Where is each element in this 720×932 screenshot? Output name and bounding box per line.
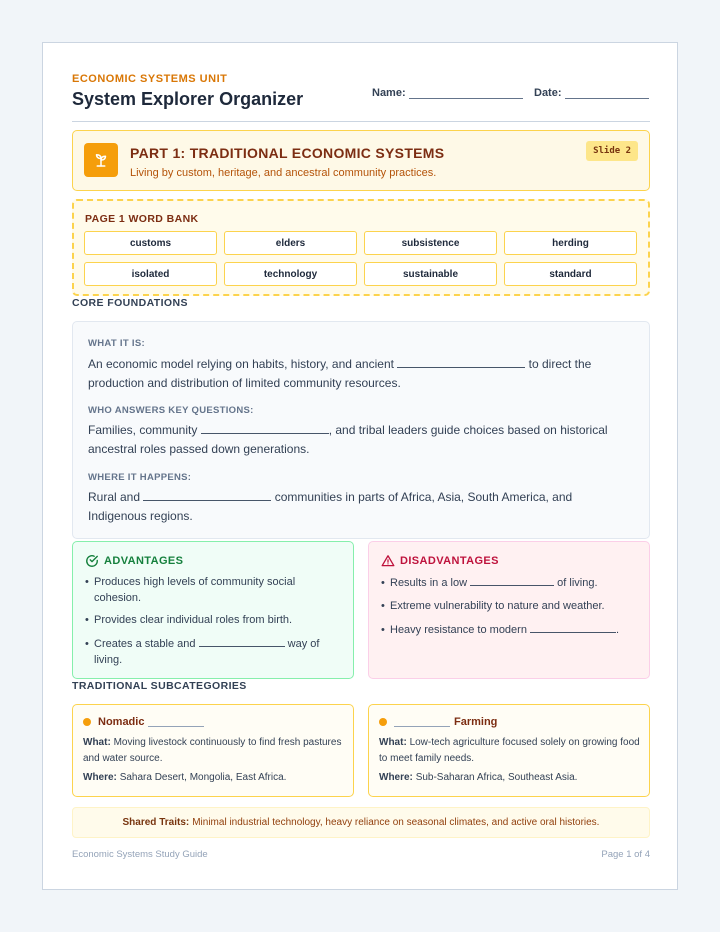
disadvantage-item-3-b: .: [616, 624, 620, 636]
farming-where-label: Where:: [379, 772, 413, 783]
date-line[interactable]: [565, 89, 649, 99]
who-text-b: , and tribal leaders guide choices based on historical ancestral roles passed down generations.: [88, 423, 608, 456]
nomadic-what: [83, 735, 345, 767]
where-text-a: Rural and: [88, 490, 141, 504]
nomadic-what-text: Moving livestock continuously to find fresh pastures and water source.: [83, 737, 342, 764]
advantage-item: • Produces high levels of community social cohesion.: [85, 574, 345, 606]
who-text: [88, 421, 628, 459]
advantage-item: [85, 636, 345, 668]
disadvantage-item-3-a: Heavy resistance to modern: [390, 624, 527, 636]
core-foundations-box: [72, 321, 650, 539]
disadvantage-item: [381, 575, 641, 591]
disadvantage-item: [381, 622, 641, 638]
disadvantage-blank-1[interactable]: [470, 577, 554, 586]
advantages-title-text: ADVANTAGES: [104, 555, 184, 567]
farming-name: Farming: [454, 716, 498, 728]
bullet-dot-icon: [379, 718, 387, 726]
nomadic-heading: [83, 716, 204, 728]
disadvantages-box: [368, 541, 650, 679]
disadvantages-title: [381, 554, 499, 568]
footer-guide-title: Economic Systems Study Guide: [72, 849, 208, 860]
farming-what-label: What:: [379, 737, 407, 748]
farming-where: [379, 770, 641, 786]
worksheet-page: [42, 42, 678, 890]
where-text-b: communities in parts of Africa, Asia, South America, and Indigenous regions.: [88, 490, 573, 523]
where-blank[interactable]: [143, 489, 271, 501]
where-text: [88, 488, 628, 526]
name-label: Name:: [372, 87, 406, 99]
disadvantages-title-text: DISADVANTAGES: [400, 555, 499, 567]
where-label: WHERE IT HAPPENS:: [88, 472, 192, 483]
what-text: [88, 355, 628, 393]
farming-where-text: Sub-Saharan Africa, Southeast Asia.: [415, 772, 578, 783]
advantage-blank[interactable]: [199, 638, 285, 647]
footer-page-number: Page 1 of 4: [601, 849, 650, 860]
part-subtitle: Living by custom, heritage, and ancestral community practices.: [130, 167, 437, 179]
part-title: PART 1: TRADITIONAL ECONOMIC SYSTEMS: [130, 145, 445, 161]
check-circle-icon: [85, 554, 99, 568]
nomadic-where-label: Where:: [83, 772, 117, 783]
farming-card: [368, 704, 650, 797]
advantage-item-3-a: Creates a stable and: [94, 638, 196, 650]
what-text-a: An economic model relying on habits, history, and ancient: [88, 357, 394, 371]
name-field[interactable]: [372, 87, 523, 99]
nomadic-what-label: What:: [83, 737, 111, 748]
farming-what-text: Low-tech agriculture focused solely on growing food to meet family needs.: [379, 737, 640, 764]
nomadic-where-text: Sahara Desert, Mongolia, East Africa.: [119, 772, 287, 783]
disadvantage-blank-3[interactable]: [530, 624, 616, 633]
who-text-a: Families, community: [88, 423, 198, 437]
date-label: Date:: [534, 87, 562, 99]
word-bank-item: herding: [504, 231, 637, 255]
word-bank-title: PAGE 1 WORD BANK: [85, 213, 199, 225]
header-divider: [72, 121, 650, 122]
word-bank-item: elders: [224, 231, 357, 255]
advantage-item: • Provides clear individual roles from birth.: [85, 612, 345, 628]
nomadic-card: [72, 704, 354, 797]
nomadic-where: [83, 770, 345, 786]
shared-traits-text: Minimal industrial technology, heavy reliance on seasonal climates, and active oral histories.: [192, 817, 600, 828]
sprout-icon: [84, 143, 118, 177]
word-bank-item: sustainable: [364, 262, 497, 286]
advantages-title: [85, 554, 183, 568]
slide-badge: Slide 2: [586, 141, 638, 161]
what-text-b: to direct the production and distribution of limited community resources.: [88, 357, 592, 390]
shared-traits: [72, 807, 650, 838]
nomadic-blank[interactable]: [148, 718, 204, 727]
unit-label: ECONOMIC SYSTEMS UNIT: [72, 73, 228, 85]
advantage-item-3-b: way of living.: [94, 638, 320, 666]
disadvantage-item-1-b: of living.: [557, 577, 598, 589]
what-label: WHAT IT IS:: [88, 338, 145, 349]
farming-what: [379, 735, 641, 767]
nomadic-name: Nomadic: [98, 716, 145, 728]
core-heading: CORE FOUNDATIONS: [72, 297, 188, 309]
date-field[interactable]: [534, 87, 649, 99]
word-bank-grid: [84, 231, 638, 286]
farming-heading: [379, 716, 497, 728]
advantages-box: [72, 541, 354, 679]
word-bank-item: subsistence: [364, 231, 497, 255]
disadvantage-item-1-a: Results in a low: [390, 577, 468, 589]
page-title: System Explorer Organizer: [72, 89, 304, 109]
subcategories-heading: TRADITIONAL SUBCATEGORIES: [72, 680, 247, 692]
what-blank[interactable]: [397, 356, 525, 368]
word-bank-item: isolated: [84, 262, 217, 286]
who-label: WHO ANSWERS KEY QUESTIONS:: [88, 405, 254, 416]
farming-blank[interactable]: [394, 718, 450, 727]
bullet-dot-icon: [83, 718, 91, 726]
shared-traits-label: Shared Traits:: [122, 817, 190, 828]
word-bank: [72, 199, 650, 296]
word-bank-item: technology: [224, 262, 357, 286]
word-bank-item: standard: [504, 262, 637, 286]
part-banner: [72, 130, 650, 191]
who-blank[interactable]: [201, 422, 329, 434]
warning-triangle-icon: [381, 554, 395, 568]
name-line[interactable]: [409, 89, 523, 99]
disadvantage-item: • Extreme vulnerability to nature and weather.: [381, 598, 641, 614]
word-bank-item: customs: [84, 231, 217, 255]
